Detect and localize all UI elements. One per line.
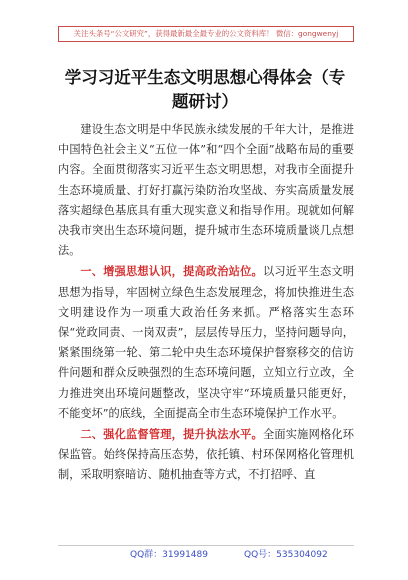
document-body <box>58 120 354 486</box>
section-1-heading: 一、增强思想认识，提高政治站位。 <box>80 264 263 279</box>
intro-paragraph: 建设生态文明是中华民族永续发展的千年大计，是推进中国特色社会主义“五位一体”和“四个全面”战略布局的重要内容。全面贯彻落实习近平生态文明思想，对我市全面提升生态环境质量、打好打赢污染防治攻坚战、夯实高质量发展落实超绿色基底具有重大现实意义和指导作用。现就如何解决我市突出生态环境问题，提升城市生态环境质量谈几点想法。 <box>58 123 354 258</box>
top-banner <box>58 26 354 42</box>
qq-number-text: QQ号：535304092 <box>244 550 328 560</box>
section-2-text: 全面实施网格化环保监管。始终保持高压态势，依托镇、村环保网格化管理机制，采取明察暗访、随机抽查等方式，不打招呼、直 <box>58 428 354 482</box>
section-1-text: 以习近平生态文明思想为指导，牢固树立绿色生态发展理念，将加快推进生态文明建设作为一项重大政治任务来抓。严格落实生态环保“党政同责、一岗双责”，层层传导压力，坚持问题导向，紧紧围绕第一轮、第二轮中央生态环境保护督察移交的信访件问题和群众反映强烈的生态环境问题，立知立行立改，全力推进突出环境问题整改，坚决守牢“环境质量只能更好，不能变坏”的底线，全面提高全市生态环境保护工作水平。 <box>58 265 354 420</box>
section-2-paragraph <box>58 424 354 486</box>
qq-group-text: QQ群：31991489 <box>130 550 208 560</box>
section-2-heading: 二、强化监督管理，提升执法水平。 <box>80 427 263 442</box>
page-footer <box>58 547 354 563</box>
footer-divider <box>58 545 354 546</box>
document-title: 学习习近平生态文明思想心得体会（专题研讨） <box>64 68 346 111</box>
section-1-paragraph <box>58 261 354 424</box>
banner-text: 关注头条号“公文研究”，获得最新最全最专业的公文资料库！ 微信：gongwenyj <box>73 29 339 38</box>
